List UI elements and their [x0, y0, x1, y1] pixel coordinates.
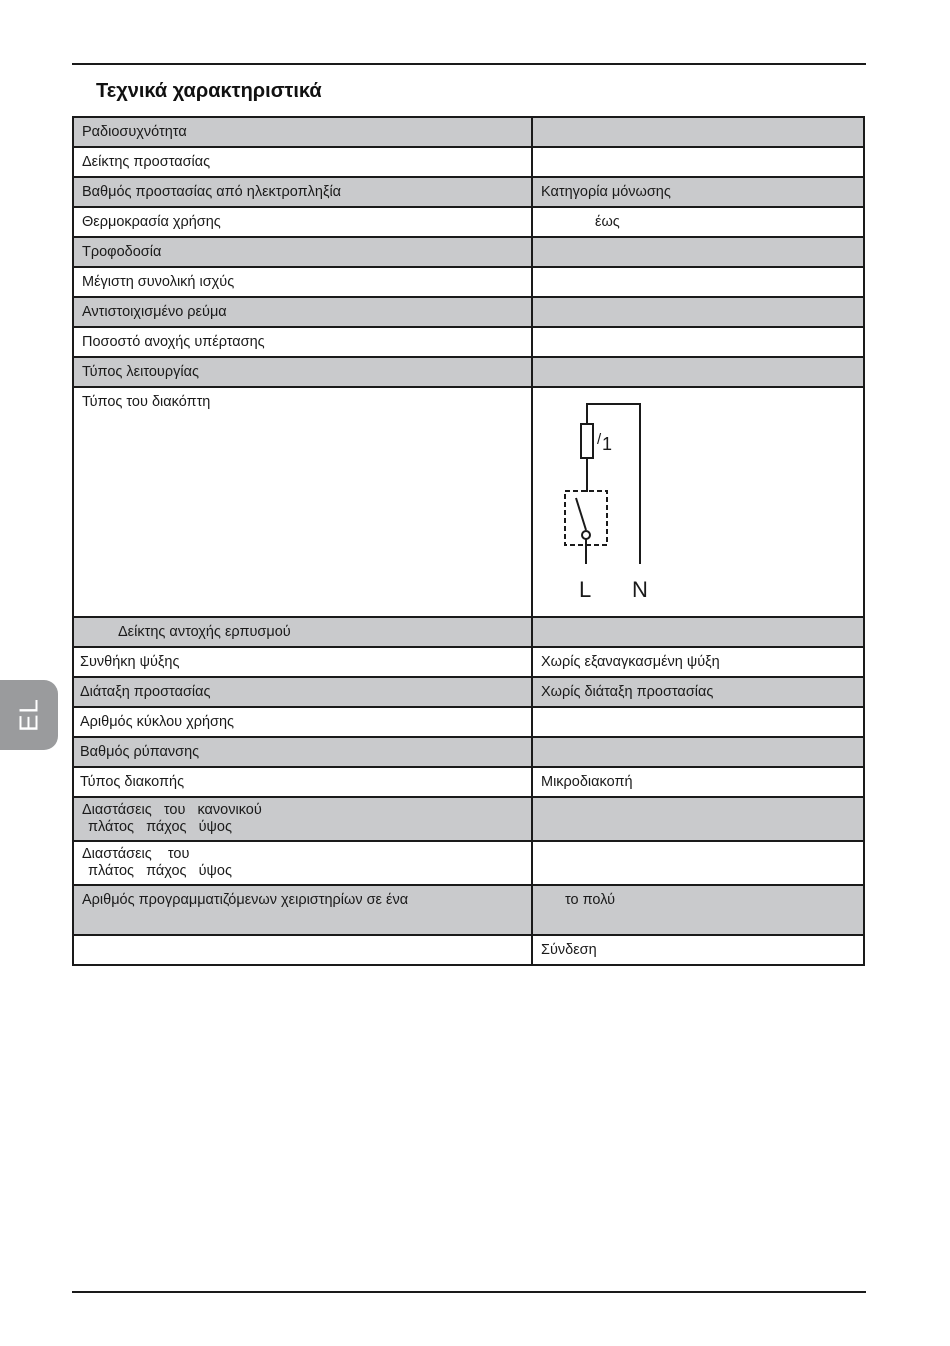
- row-label-line: Διαστάσεις του κανονικού: [82, 802, 262, 818]
- row-value: [532, 797, 864, 841]
- row-label: Τύπος λειτουργίας: [73, 357, 532, 387]
- row-label: Διάταξη προστασίας: [73, 677, 532, 707]
- row-label: Ποσοστό ανοχής υπέρτασης: [73, 327, 532, 357]
- table-row: [73, 737, 864, 767]
- row-label: Βαθμός ρύπανσης: [73, 737, 532, 767]
- table-row: [73, 207, 864, 237]
- switch-pivot: [582, 531, 590, 539]
- row-label: Ραδιοσυχνότητα: [73, 117, 532, 147]
- row-value: έως: [532, 207, 864, 237]
- table-row: [73, 797, 864, 841]
- row-label: [73, 797, 532, 841]
- table-row: [73, 297, 864, 327]
- row-label-line: Διαστάσεις του: [82, 846, 190, 862]
- row-label: Βαθμός προστασίας από ηλεκτροπληξία: [73, 177, 532, 207]
- table-row: [73, 177, 864, 207]
- row-value: Σύνδεση: [532, 935, 864, 965]
- table-row: [73, 327, 864, 357]
- page-title: Τεχνικά χαρακτηριστικά: [96, 80, 322, 102]
- top-rule: [72, 63, 866, 65]
- language-tab: [0, 680, 58, 750]
- row-label: Θερμοκρασία χρήσης: [73, 207, 532, 237]
- row-value: [532, 617, 864, 647]
- table-row: [73, 767, 864, 797]
- table-row: [73, 617, 864, 647]
- row-label: Μέγιστη συνολική ισχύς: [73, 267, 532, 297]
- row-label: [73, 841, 532, 885]
- switch-diagram-cell: [532, 387, 864, 617]
- switch-wiring-diagram: [533, 388, 864, 612]
- table-row: [73, 237, 864, 267]
- table-row: [73, 935, 864, 965]
- table-row: [73, 885, 864, 935]
- row-value: [532, 707, 864, 737]
- row-label: Αντιστοιχισμένο ρεύμα: [73, 297, 532, 327]
- table-row: [73, 647, 864, 677]
- resistor-label: /: [597, 431, 602, 448]
- table-row: [73, 677, 864, 707]
- row-value: [532, 841, 864, 885]
- row-label: Τύπος του διακόπτη: [73, 387, 532, 617]
- row-label: Αριθμός προγραμματιζόμενων χειριστηρίων σε ένα: [73, 885, 532, 935]
- terminal-l-label: L: [579, 577, 592, 602]
- resistor-subscript: 1: [602, 434, 613, 454]
- row-label-line: πλάτος πάχος ύψος: [88, 863, 232, 879]
- table-row: [73, 387, 864, 617]
- table-row: [73, 707, 864, 737]
- row-label: Δείκτης αντοχής ερπυσμού: [73, 617, 532, 647]
- row-label: [73, 935, 532, 965]
- row-value: Χωρίς διάταξη προστασίας: [532, 677, 864, 707]
- row-label: Συνθήκη ψύξης: [73, 647, 532, 677]
- row-value: [532, 147, 864, 177]
- row-label: Δείκτης προστασίας: [73, 147, 532, 177]
- switch-lever: [576, 498, 586, 530]
- row-value: το πολύ: [532, 885, 864, 935]
- row-label-line: πλάτος πάχος ύψος: [88, 819, 232, 835]
- row-label: Τροφοδοσία: [73, 237, 532, 267]
- row-value: [532, 357, 864, 387]
- row-value: Κατηγορία μόνωσης: [532, 177, 864, 207]
- spec-table: [72, 116, 865, 966]
- row-value: [532, 117, 864, 147]
- wire-path: [587, 404, 640, 564]
- table-row: [73, 357, 864, 387]
- row-value: [532, 737, 864, 767]
- row-value: [532, 327, 864, 357]
- row-value: Χωρίς εξαναγκασμένη ψύξη: [532, 647, 864, 677]
- bottom-rule: [72, 1291, 866, 1293]
- language-tab-label: EL: [13, 698, 44, 732]
- table-row: [73, 147, 864, 177]
- row-value: Μικροδιακοπή: [532, 767, 864, 797]
- terminal-n-label: N: [632, 577, 648, 602]
- row-value: [532, 297, 864, 327]
- row-value: [532, 267, 864, 297]
- resistor-symbol: [581, 424, 593, 458]
- row-label: Τύπος διακοπής: [73, 767, 532, 797]
- table-row: [73, 267, 864, 297]
- row-value: [532, 237, 864, 267]
- row-label: Αριθμός κύκλου χρήσης: [73, 707, 532, 737]
- table-row: [73, 117, 864, 147]
- table-row: [73, 841, 864, 885]
